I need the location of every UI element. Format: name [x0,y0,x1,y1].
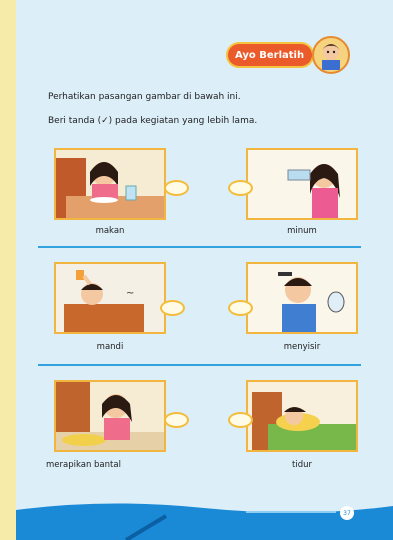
makan-label: makan [95,226,125,236]
menyisir-card [246,262,358,334]
minum-card [246,148,358,220]
footer-wave [16,498,393,540]
row-divider-1 [38,246,361,248]
makan-card [54,148,166,220]
mascot-avatar [312,36,350,74]
mandi-card [54,262,166,334]
menyisir-label: menyisir [283,342,321,352]
merapikan-bantal-card [54,380,166,452]
merapikan-bantal-label: merapikan bantal [46,460,121,470]
minum-checkbox[interactable] [228,180,253,196]
badge-label: Ayo Berlatih [235,49,305,61]
merapikan-bantal-checkbox[interactable] [164,412,189,428]
page-number: 37 [340,506,354,520]
ayo-berlatih-badge [228,44,312,66]
instruction-line-2: Beri tanda (✓) pada kegiatan yang lebih lama. [48,116,258,126]
menyisir-checkbox[interactable] [228,300,253,316]
instruction-line-1: Perhatikan pasangan gambar di bawah ini. [48,92,241,102]
minum-label: minum [287,226,317,236]
tidur-checkbox[interactable] [228,412,253,428]
mandi-label: mandi [96,342,124,352]
tidur-card [246,380,358,452]
row-divider-2 [38,364,361,366]
mandi-checkbox[interactable] [160,300,185,316]
svg-text:~: ~ [126,288,135,299]
makan-checkbox[interactable] [164,180,189,196]
tidur-label: tidur [292,460,312,470]
